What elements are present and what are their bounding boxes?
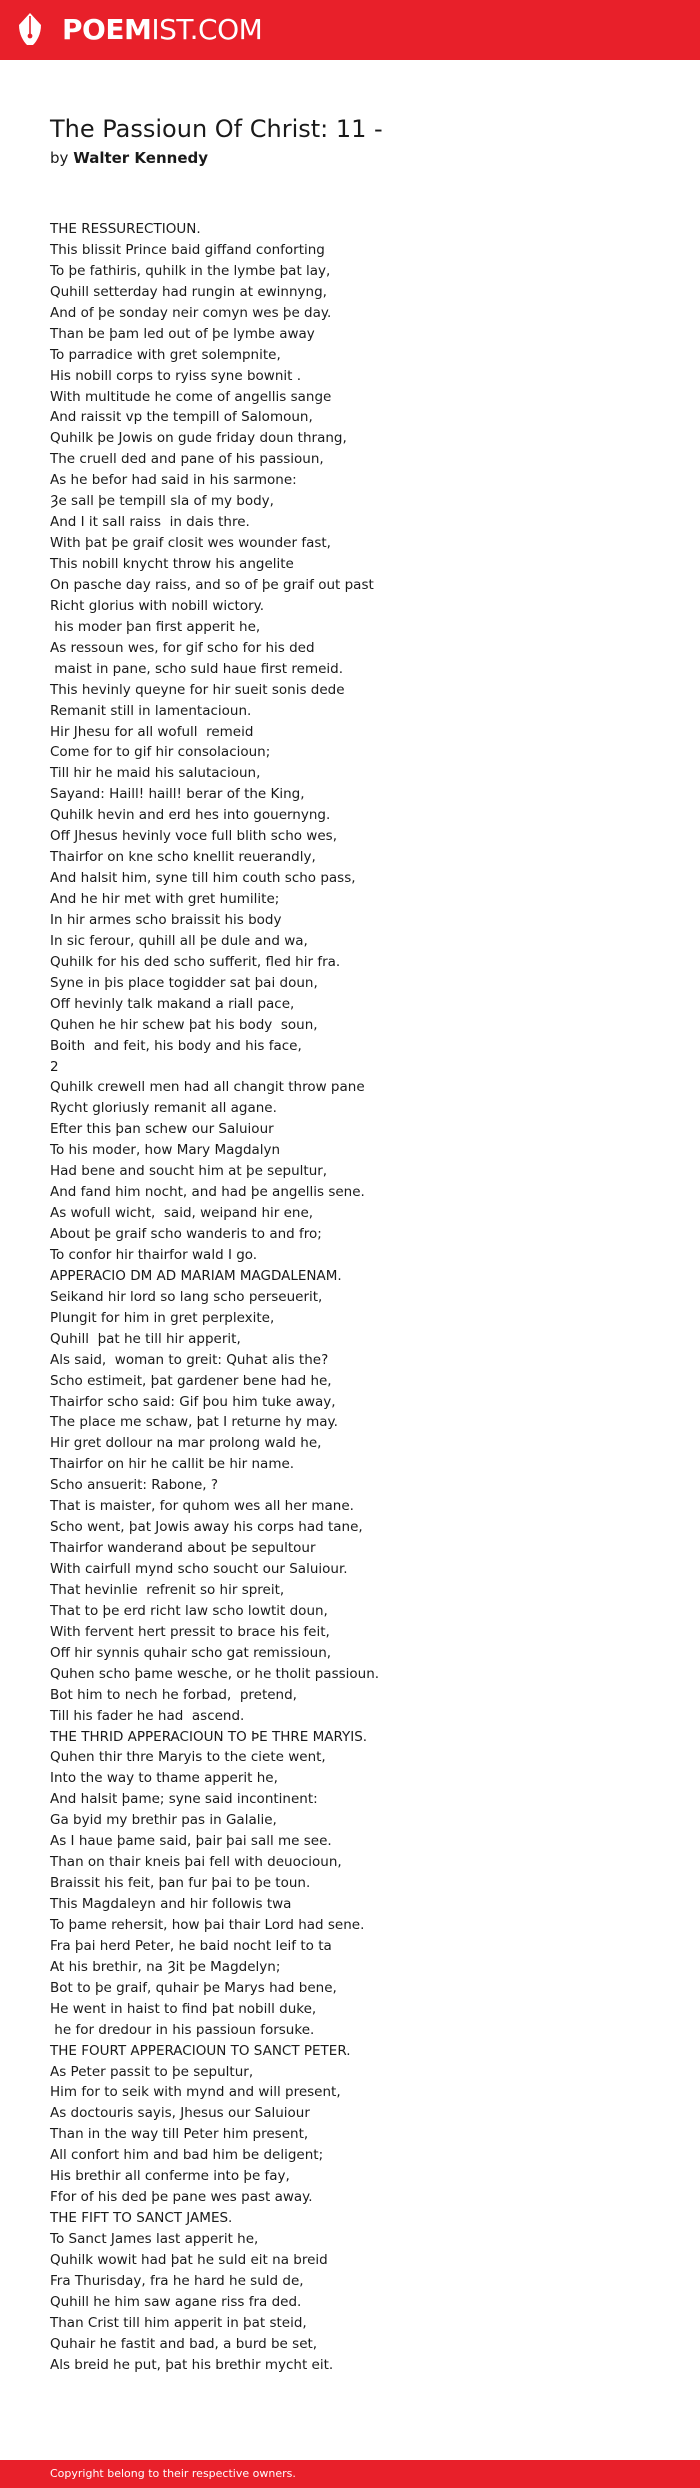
poem-line: Quhilk wowit had þat he suld eit na breid: [50, 2251, 328, 2268]
poem-line: To his moder, how Mary Magdalyn: [50, 1142, 281, 1159]
poem-line: Quhen thir thre Maryis to the ciete went,: [50, 1749, 326, 1766]
poem-line: THE RESSURECTIOUN.: [50, 221, 201, 237]
poem-line: And halsit him, syne till him couth scho pass,: [50, 870, 356, 887]
by-label: by: [50, 149, 69, 167]
byline: [50, 148, 208, 168]
poem-line: Quhen scho þame wesche, or he tholit passioun.: [50, 1665, 380, 1682]
poem-line: Seikand hir lord so lang scho perseuerit,: [50, 1288, 323, 1305]
poem-title: The Passioun Of Christ: 11 -: [50, 115, 383, 143]
author-name[interactable]: Walter Kennedy: [73, 149, 209, 167]
poem-line: Quhill he him saw agane riss fra ded.: [50, 2293, 302, 2310]
poem-line: And fand him nocht, and had þe angellis sene.: [50, 1184, 365, 1201]
site-header: [0, 0, 700, 60]
poem-line: Off hevinly talk makand a riall pace,: [50, 995, 295, 1012]
poem-text: [50, 219, 650, 2376]
poem-line: With cairfull mynd scho soucht our Saluiour.: [50, 1561, 348, 1577]
poem-line: Bot to þe graif, quhair þe Marys had bene,: [50, 1979, 337, 1996]
poem-line: Rycht gloriusly remanit all agane.: [50, 1100, 277, 1117]
poem-line: THE FOURT APPERACIOUN TO SANCT PETER.: [50, 2042, 351, 2059]
poem-line: Till his fader he had ascend.: [50, 1707, 245, 1724]
site-logo[interactable]: [62, 15, 262, 45]
poem-line: In sic ferour, quhill all þe dule and wa,: [50, 932, 308, 949]
poem-line: Fra þai herd Peter, he baid nocht leif to ta: [50, 1937, 332, 1954]
poem-line: maist in pane, scho suld haue first remeid.: [50, 660, 344, 677]
poem-line: Als said, woman to greit: Quhat alis the?: [50, 1351, 329, 1368]
poem-line: This nobill knycht throw his angelite: [50, 556, 294, 572]
poem-line: And of þe sonday neir comyn wes þe day.: [50, 304, 332, 321]
logo-light-text: IST.COM: [151, 13, 263, 46]
poem-line: Quhilk hevin and erd hes into gouernyng.: [50, 807, 331, 824]
poem-line: To þe fathiris, quhilk in the lymbe þat lay,: [50, 262, 331, 279]
poem-line: Ȝe sall þe tempill sla of my body,: [50, 493, 274, 510]
poem-line: Till hir he maid his salutacioun,: [50, 765, 261, 782]
poem-line: he for dredour in his passioun forsuke.: [50, 2021, 315, 2038]
poem-line: Quhilk crewell men had all changit throw pane: [50, 1079, 365, 1096]
poem-line: Fra Thurisday, fra he hard he suld de,: [50, 2272, 304, 2289]
poem-line: his moder þan first apperit he,: [50, 618, 261, 635]
pen-nib-icon[interactable]: [17, 12, 43, 48]
poem-line: APPERACIO DM AD MARIAM MAGDALENAM.: [50, 1267, 342, 1284]
poem-line: Braissit his feit, þan fur þai to þe toun.: [50, 1875, 311, 1892]
poem-line: Thairfor on hir he callit be hir name.: [50, 1456, 295, 1473]
poem-line: He went in haist to find þat nobill duke,: [50, 2000, 317, 2017]
poem-line: Boith and feit, his body and his face,: [50, 1037, 302, 1054]
poem-line: On pasche day raiss, and so of þe graif out past: [50, 576, 374, 593]
poem-line: To þame rehersit, how þai thair Lord had sene.: [50, 1916, 365, 1933]
poem-line: As ressoun wes, for gif scho for his ded: [50, 639, 315, 656]
poem-line: And raissit vp the tempill of Salomoun,: [50, 409, 313, 426]
site-footer: [0, 2460, 700, 2488]
poem-line: Syne in þis place togidder sat þai doun,: [50, 974, 318, 991]
poem-line: With multitude he come of angellis sange: [50, 388, 332, 405]
poem-line: As he befor had said in his sarmone:: [50, 472, 297, 489]
poem-line: And halsit þame; syne said incontinent:: [50, 1791, 318, 1808]
poem-line: To parradice with gret solempnite,: [50, 346, 281, 363]
poem-line: Than in the way till Peter him present,: [50, 2126, 309, 2143]
poem-line: This Magdaleyn and hir followis twa: [50, 1896, 292, 1912]
poem-line: Him for to seik with mynd and will present,: [50, 2084, 341, 2101]
poem-line: In hir armes scho braissit his body: [50, 911, 282, 928]
poem-line: Quhilk þe Jowis on gude friday doun thrang,: [50, 430, 347, 447]
poem-line: The cruell ded and pane of his passioun,: [50, 451, 324, 468]
poem-line: Had bene and soucht him at þe sepultur,: [50, 1163, 328, 1180]
poem-line: That hevinlie refrenit so hir spreit,: [50, 1581, 285, 1598]
poem-line: As wofull wicht, said, weipand hir ene,: [50, 1205, 314, 1222]
poem-line: As I haue þame said, þair þai sall me see.: [50, 1833, 332, 1850]
poem-line: Scho ansuerit: Rabone, ?: [50, 1477, 219, 1494]
poem-line: This hevinly queyne for hir sueit sonis dede: [50, 681, 345, 698]
poem-line: Off Jhesus hevinly voce full blith scho wes,: [50, 828, 337, 845]
poem-line: With þat þe graif closit wes wounder fast,: [50, 535, 331, 552]
poem-line: THE THRID APPERACIOUN TO ÞE THRE MARYIS.: [50, 1728, 368, 1745]
poem-line: Than be þam led out of þe lymbe away: [50, 325, 315, 342]
poem-line: His brethir all conferme into þe fay,: [50, 2168, 290, 2185]
poem-line: Thairfor wanderand about þe sepultour: [50, 1540, 316, 1557]
poem-line: Remanit still in lamentacioun.: [50, 702, 252, 719]
poem-line: His nobill corps to ryiss syne bownit .: [50, 367, 302, 384]
poem-line: As Peter passit to þe sepultur,: [50, 2063, 254, 2080]
poem-line: Richt glorius with nobill wictory.: [50, 597, 264, 614]
poem-line: Quhill þat he till hir apperit,: [50, 1330, 241, 1347]
poem-line: At his brethir, na Ȝit þe Magdelyn;: [50, 1958, 281, 1975]
poem-line: To confor hir thairfor wald I go.: [50, 1246, 258, 1263]
poem-line: Scho estimeit, þat gardener bene had he,: [50, 1372, 332, 1389]
poem-line: Quhilk for his ded scho sufferit, fled hir fra.: [50, 953, 341, 970]
poem-line: Bot him to nech he forbad, pretend,: [50, 1686, 297, 1703]
poem-line: Als breid he put, þat his brethir mycht eit.: [50, 2356, 334, 2373]
poem-line: As doctouris sayis, Jhesus our Saluiour: [50, 2105, 310, 2122]
poem-line: With fervent hert pressit to brace his feit,: [50, 1623, 330, 1640]
poem-line: Ga byid my brethir pas in Galalie,: [50, 1812, 277, 1829]
poem-line: This blissit Prince baid giffand conforting: [50, 241, 325, 258]
poem-line: The place me schaw, þat I returne hy may.: [50, 1414, 338, 1431]
poem-line: Thairfor scho said: Gif þou him tuke away,: [50, 1393, 336, 1410]
poem-line: 2: [50, 1058, 59, 1075]
poem-line: Off hir synnis quhair scho gat remissioun,: [50, 1644, 332, 1661]
logo-bold-text: POEM: [62, 13, 152, 46]
poem-line: To Sanct James last apperit he,: [50, 2231, 259, 2247]
poem-line: About þe graif scho wanderis to and fro;: [50, 1226, 322, 1242]
poem-line: Scho went, þat Jowis away his corps had tane,: [50, 1519, 363, 1536]
poem-line: THE FIFT TO SANCT JAMES.: [50, 2210, 233, 2227]
poem-line: Quhen he hir schew þat his body soun,: [50, 1016, 318, 1033]
poem-line: Into the way to thame apperit he,: [50, 1770, 278, 1787]
poem-line: Than on thair kneis þai fell with deuocioun,: [50, 1854, 342, 1871]
poem-line: Than Crist till him apperit in þat steid,: [50, 2314, 307, 2331]
poem-line: Ffor of his ded þe pane wes past away.: [50, 2189, 313, 2206]
poem-line: Efter this þan schew our Saluiour: [50, 1121, 274, 1138]
poem-line: That is maister, for quhom wes all her mane.: [50, 1498, 354, 1515]
poem-line: Plungit for him in gret perplexite,: [50, 1309, 275, 1326]
poem-line: Quhill setterday had rungin at ewinnyng,: [50, 283, 327, 300]
poem-line: And I it sall raiss in dais thre.: [50, 514, 250, 531]
poem-line: Sayand: Haill! haill! berar of the King,: [50, 786, 305, 803]
poem-line: Thairfor on kne scho knellit reuerandly,: [50, 849, 316, 866]
poem-line: Hir Jhesu for all wofull remeid: [50, 723, 254, 740]
poem-line: All confort him and bad him be deligent;: [50, 2147, 324, 2164]
poem-line: Come for to gif hir consolacioun;: [50, 744, 271, 761]
poem-line: Hir gret dollour na mar prolong wald he,: [50, 1435, 322, 1452]
poem-line: That to þe erd richt law scho lowtit doun,: [50, 1602, 328, 1619]
copyright-text: Copyright belong to their respective owners.: [50, 2467, 296, 2480]
poem-line: And he hir met with gret humilite;: [50, 891, 280, 907]
poem-line: Quhair he fastit and bad, a burd be set,: [50, 2335, 318, 2352]
